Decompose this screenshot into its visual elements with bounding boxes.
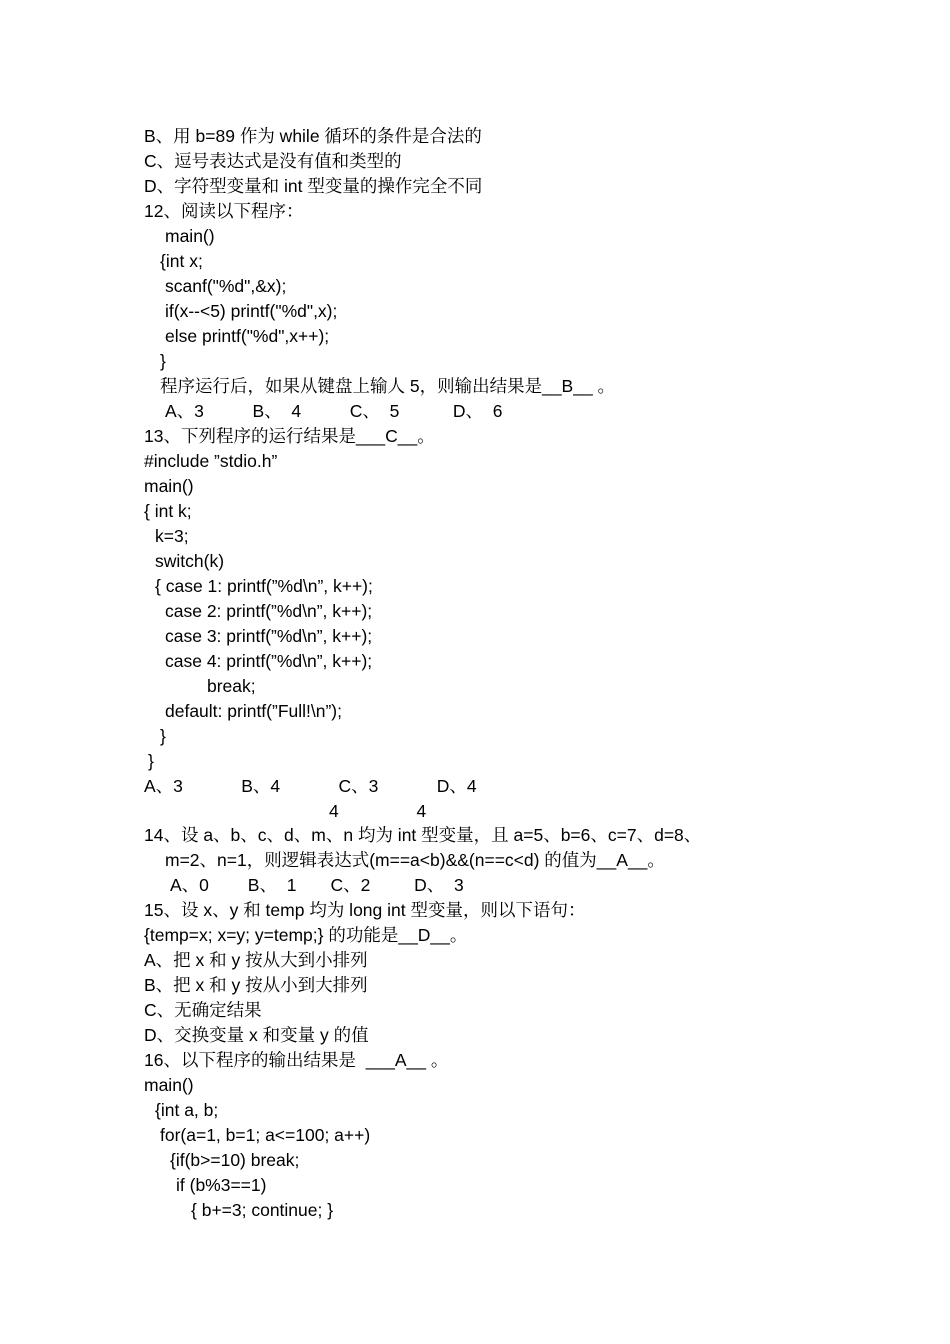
code-line: if(x--<5) printf("%d",x);	[165, 301, 338, 321]
question-15-statement: {temp=x; x=y; y=temp;} 的功能是__D__。	[144, 925, 468, 945]
code-line: case 4: printf(”%d\n”, k++);	[165, 651, 373, 671]
text-line: C、逗号表达式是没有值和类型的	[144, 151, 402, 171]
question-12-title: 12、阅读以下程序：	[144, 201, 304, 221]
question-15-option-b: B、把 x 和 y 按从小到大排列	[144, 975, 368, 995]
question-15-option-c: C、无确定结果	[144, 1000, 262, 1020]
question-13-options-second-row: 4 4	[329, 801, 427, 821]
code-line: {int a, b;	[155, 1100, 219, 1120]
code-line: { b+=3; continue; }	[191, 1200, 334, 1220]
text-line: B、用 b=89 作为 while 循环的条件是合法的	[144, 126, 482, 146]
code-line: case 2: printf(”%d\n”, k++);	[165, 601, 373, 621]
code-line: #include ”stdio.h”	[144, 451, 278, 471]
question-13-options: A、3 B、4 C、3 D、4	[144, 776, 477, 796]
code-line: { case 1: printf(”%d\n”, k++);	[155, 576, 373, 596]
text-line: D、字符型变量和 int 型变量的操作完全不同	[144, 176, 483, 196]
question-12-options: A、3 B、 4 C、 5 D、 6	[165, 401, 503, 421]
question-12-prompt: 程序运行后，如果从键盘上输人 5，则输出结果是__B__ 。	[160, 376, 616, 396]
code-line: main()	[144, 476, 194, 496]
code-line: if (b%3==1)	[176, 1175, 267, 1195]
code-line: }	[160, 351, 166, 371]
code-line: main()	[144, 1075, 194, 1095]
code-line: {int x;	[160, 251, 203, 271]
question-15-option-d: D、交换变量 x 和变量 y 的值	[144, 1025, 369, 1045]
code-line: { int k;	[144, 501, 192, 521]
code-line: scanf("%d",&x);	[165, 276, 287, 296]
code-line: }	[148, 751, 154, 771]
code-line: k=3;	[155, 526, 189, 546]
code-line: switch(k)	[155, 551, 225, 571]
question-14-title-cont: m=2、n=1，则逻辑表达式(m==a<b)&&(n==c<d) 的值为__A__。	[165, 850, 665, 870]
code-line: {if(b>=10) break;	[170, 1150, 300, 1170]
question-15-title: 15、设 x、y 和 temp 均为 long int 型变量，则以下语句：	[144, 900, 586, 920]
question-16-title: 16、以下程序的输出结果是 ___A__ 。	[144, 1050, 449, 1070]
question-15-option-a: A、把 x 和 y 按从大到小排列	[144, 950, 368, 970]
code-line: }	[160, 726, 166, 746]
question-14-title: 14、设 a、b、c、d、m、n 均为 int 型变量，且 a=5、b=6、c=7、d=8、	[144, 825, 702, 845]
code-line: main()	[165, 226, 215, 246]
code-line: for(a=1, b=1; a<=100; a++)	[160, 1125, 371, 1145]
code-line: case 3: printf(”%d\n”, k++);	[165, 626, 373, 646]
code-line: else printf("%d",x++);	[165, 326, 330, 346]
code-line: default: printf(”Full!\n”);	[165, 701, 342, 721]
code-line: break;	[207, 676, 256, 696]
question-14-options: A、0 B、 1 C、2 D、 3	[170, 875, 464, 895]
question-13-title: 13、下列程序的运行结果是___C__。	[144, 426, 435, 446]
